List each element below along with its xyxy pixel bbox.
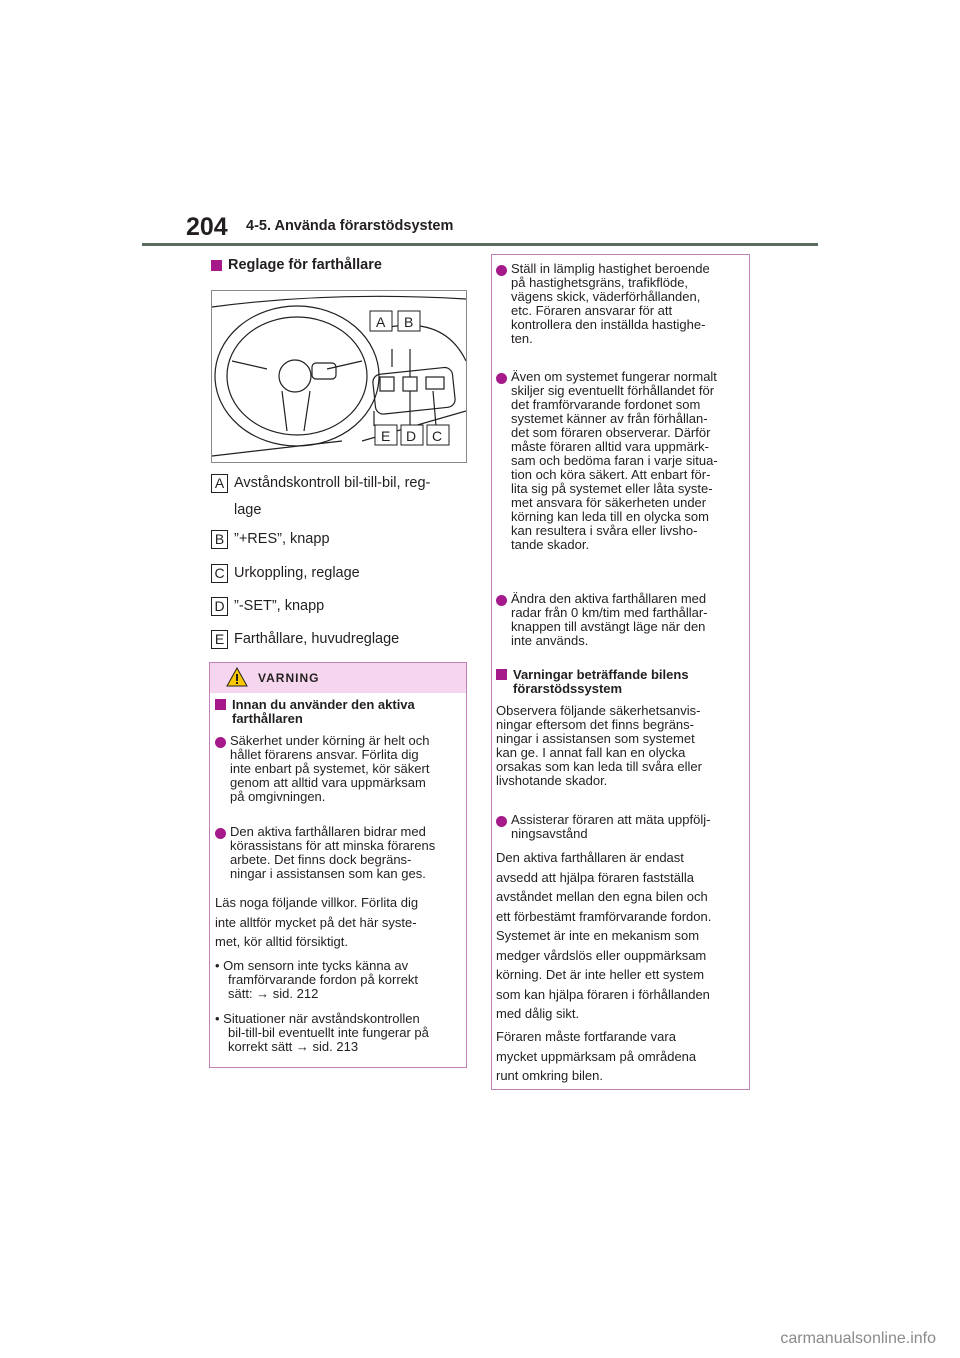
round-bullet-icon [215, 737, 226, 748]
section-title: 4-5. Använda förarstödsystem [246, 218, 454, 234]
round-bullet-icon [496, 265, 507, 276]
warning-bullet-2: Den aktiva farthållaren bidrar med körassistans för att minska förarens arbete. Det finns dock begräns- ningar i assistansen som kan ges. [215, 825, 435, 881]
round-bullet-icon [496, 595, 507, 606]
right-paragraph-1: Observera följande säkerhetsanvis- ningar eftersom det finns begräns- ningar i assistansen som systemet kan ge. I annat fall kan en olycka orsakas som kan leda till svåra eller livshotande skador. [496, 703, 702, 788]
round-bullet-icon [496, 816, 507, 827]
right-bullet-1: Ställ in lämplig hastighet beroende på hastighetsgräns, trafikflöde, vägens skick, väderförhållanden, etc. Föraren ansvarar för att kontrollera den inställda hastighe- ten. [496, 262, 710, 346]
legend-item-d: D ”-SET”, knapp [211, 597, 324, 616]
square-bullet-icon [215, 699, 226, 710]
right-paragraph-3: Föraren måste fortfarande vara mycket uppmärksam på områdena runt omkring bilen. [496, 1029, 697, 1083]
page-number: 204 [186, 213, 228, 241]
right-bullet-3: Ändra den aktiva farthållaren med radar från 0 km/tim med farthållar- knappen till avstängt läge när den inte används. [496, 592, 708, 648]
steering-wheel-illustration [212, 291, 466, 462]
steering-wheel-figure [211, 290, 467, 463]
right-bullet-4: Assisterar föraren att mäta uppfölj- ningsavstånd [496, 813, 710, 841]
legend-item-b: B ”+RES”, knapp [211, 530, 330, 549]
warning-heading: Innan du använder den aktiva farthållaren [215, 698, 415, 726]
round-bullet-icon [215, 828, 226, 839]
warning-bullet-1: Säkerhet under körning är helt och hållet förarens ansvar. Förlita dig inte enbart på systemet, kör säkert genom att alltid vara uppmärksam på omgivningen. [215, 734, 429, 804]
figure-label-b: B [404, 314, 414, 330]
right-bullet-2: Även om systemet fungerar normalt skiljer sig eventuellt förhållandet för det framförvarande fordonet som systemet känner av från förhållan- det som föraren observerar. Därför måste föraren alltid vara uppmärk- sam och bedöma faran i varje situa- tion och köra säkert. Att enbart för- lita sig på systemet eller låta syste- met ansvara för säkerheten under körning kan leda till en olycka som kan resultera i svåra eller livsho- tande skador. [496, 370, 718, 552]
left-heading: Reglage för farthållare [211, 257, 382, 273]
warning-item-2: • Situationer när avståndskontrollen bil-till-bil eventuellt inte fungerar på korrekt sätt → sid. 213 [215, 1011, 429, 1054]
warning-body: Läs noga följande villkor. Förlita dig inte alltför mycket på det här syste- met, kör alltid försiktigt. [215, 895, 419, 949]
legend-item-a: A Avståndskontroll bil-till-bil, reg- lage [211, 474, 430, 520]
right-paragraph-2: Den aktiva farthållaren är endast avsedd att hjälpa föraren fastställa avståndet mellan den egna bilen och ett förbestämt framförvarande fordon. Systemet är inte en mekanism som medger vårdslös eller ouppmärksam körning. Det är inte heller ett system som kan hjälpa föraren i förhållanden med dålig sikt. [496, 850, 712, 1021]
warning-label: VARNING [258, 671, 320, 685]
warning-header [210, 663, 466, 693]
figure-label-e: E [381, 428, 391, 444]
figure-label-d: D [406, 428, 417, 444]
figure-label-a: A [376, 314, 386, 330]
round-bullet-icon [496, 373, 507, 384]
right-heading: Varningar beträffande bilens förarstödssystem [496, 668, 689, 696]
square-bullet-icon [211, 260, 222, 271]
square-bullet-icon [496, 669, 507, 680]
legend-item-e: E Farthållare, huvudreglage [211, 630, 399, 649]
legend-item-c: C Urkoppling, reglage [211, 564, 360, 583]
header-rule [142, 243, 818, 246]
figure-label-c: C [432, 428, 443, 444]
warning-triangle-icon [226, 667, 248, 687]
warning-item-1: • Om sensorn inte tycks känna av framförvarande fordon på korrekt sätt: → sid. 212 [215, 958, 419, 1001]
watermark: carmanualsonline.info [780, 1330, 936, 1347]
